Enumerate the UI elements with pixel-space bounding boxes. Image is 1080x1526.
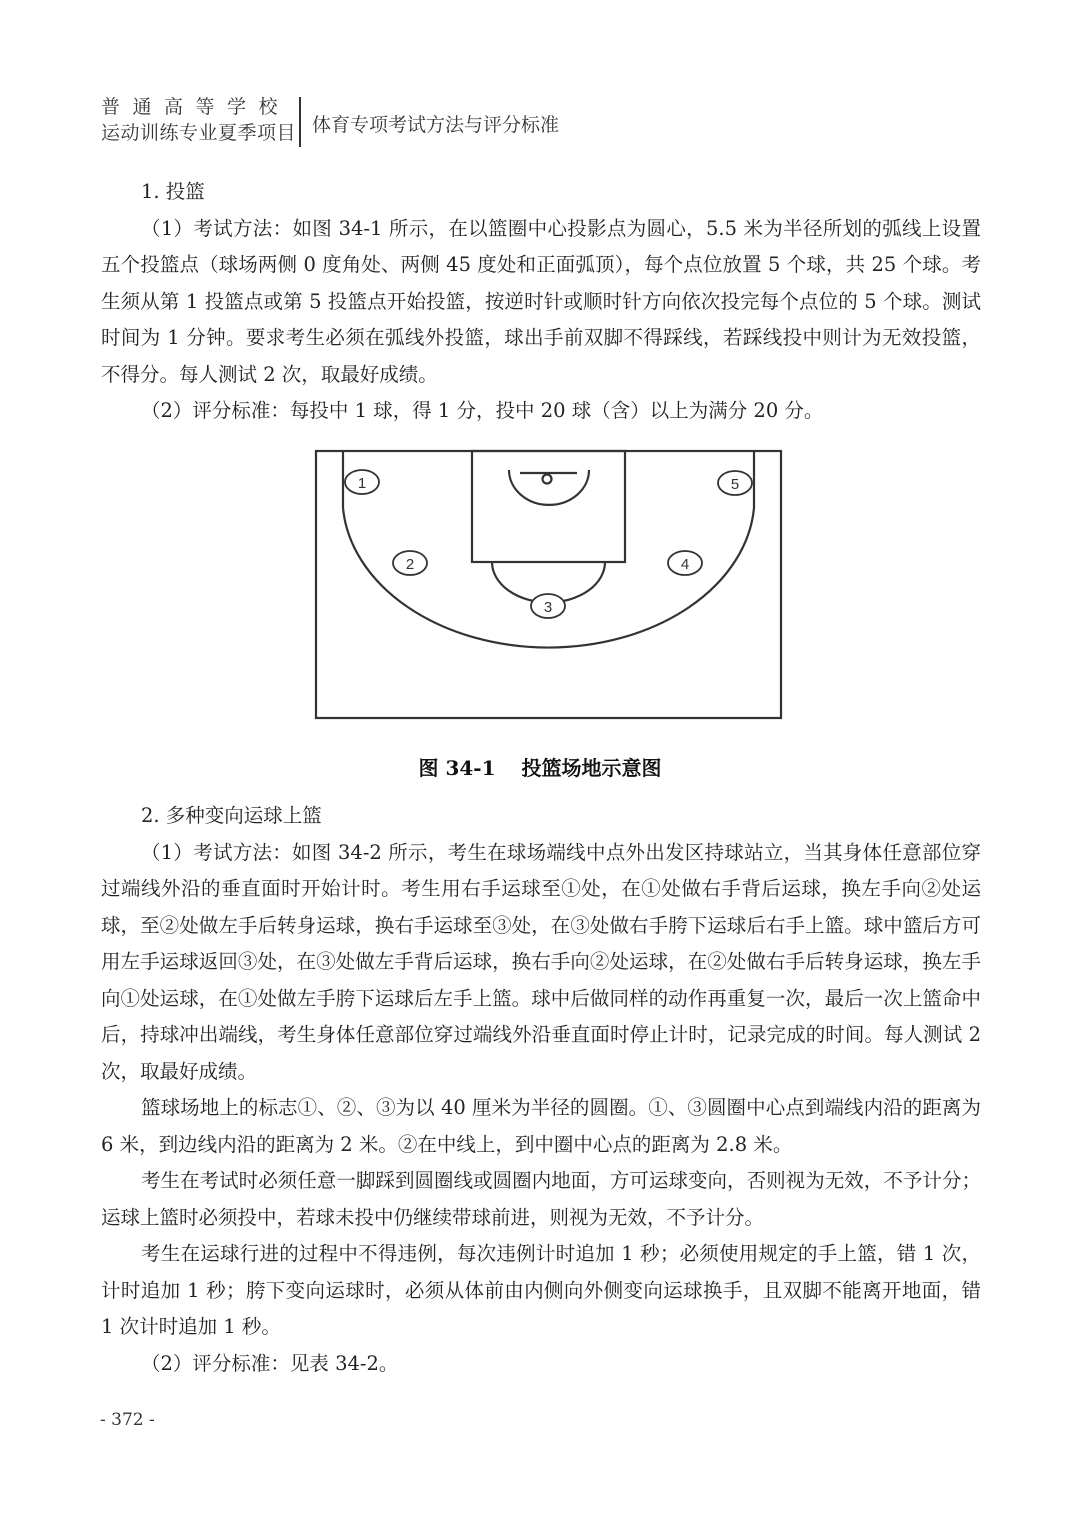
shooting-method-paragraph: （1）考试方法：如图 34-1 所示，在以篮圈中心投影点为圆心，5.5 米为半径所划的弧线上设置五个投篮点（球场两侧 0 度角处、两侧 45 度处和正面弧顶），每个点位放置 5 个球，共 25 个球。考生须从第 1 投篮点或第 5 投篮点开始投篮，按逆时针或顺时针方向依次投完每个点位的 5 个球。测试时间为 1 分钟。要求考生必须在弧线外投篮，球出手前双脚不得踩线，若踩线投中则计为无效投篮，不得分。每人测试 2 次，取最好成绩。 [101, 216, 981, 386]
section-heading-dribble: 2. 多种变向运球上篮 [141, 804, 322, 827]
shooting-court-diagram [312, 448, 784, 722]
section-heading-shooting: 1. 投篮 [141, 180, 205, 203]
header-divider [299, 97, 301, 147]
marker-2-label: 2 [405, 556, 415, 573]
marker-3-label: 3 [543, 599, 553, 616]
section-dribble-layup [101, 798, 981, 1382]
rule-paragraph-1: 考生在考试时必须任意一脚踩到圆圈线或圆圈内地面，方可运球变向，否则视为无效，不予计分；运球上篮时必须投中，若球未投中仍继续带球前进，则视为无效，不予计分。 [101, 1169, 981, 1229]
court-diagram-svg [312, 448, 784, 722]
header-left-block [101, 94, 297, 146]
marker-4-label: 4 [680, 556, 690, 573]
markers-note-paragraph: 篮球场地上的标志①、②、③为以 40 厘米为半径的圆圈。①、③圆圈中心点到端线内沿的距离为 6 米，到边线内沿的距离为 2 米。②在中线上，到中圈中心点的距离为 2.8 米。 [101, 1096, 981, 1156]
rule-paragraph-2: 考生在运球行进的过程中不得违例，每次违例计时追加 1 秒；必须使用规定的手上篮，错 1 次，计时追加 1 秒；胯下变向运球时，必须从体前由内侧向外侧变向运球换手，且双脚不能离开地面，错 1 次计时追加 1 秒。 [101, 1242, 981, 1338]
hoop [543, 475, 552, 484]
section-shooting [101, 174, 981, 430]
marker-1-label: 1 [357, 475, 367, 492]
dribble-method-paragraph: （1）考试方法：如图 34-2 所示，考生在球场端线中点外出发区持球站立，当其身体任意部位穿过端线外沿的垂直面时开始计时。考生用右手运球至①处，在①处做右手背后运球，换左手向②处运球，至②处做左手后转身运球，换右手运球至③处，在③处做右手胯下运球后右手上篮。球中篮后方可用左手运球返回③处，在③处做左手背后运球，换右手向②处运球，在②处做右手后转身运球，换左手向①处运球，在①处做左手胯下运球后左手上篮。球中后做同样的动作再重复一次，最后一次上篮命中后，持球冲出端线，考生身体任意部位穿过端线外沿垂直面时停止计时，记录完成的时间。每人测试 2 次，取最好成绩。 [101, 840, 981, 1083]
header-book-title: 体育专项考试方法与评分标准 [312, 114, 560, 136]
header-school-name: 普通高等学校 [101, 96, 291, 118]
court-boundary [316, 451, 781, 718]
figure-caption [0, 752, 1080, 781]
marker-5-label: 5 [730, 476, 740, 493]
paint-area [472, 451, 625, 562]
page-number: - 372 - [100, 1410, 155, 1430]
dribble-scoring-paragraph: （2）评分标准：见表 34-2。 [141, 1351, 399, 1375]
figure-caption-number: 图 34-1 [418, 756, 496, 780]
shooting-scoring-paragraph: （2）评分标准：每投中 1 球，得 1 分，投中 20 球（含）以上为满分 20 分。 [141, 399, 824, 422]
header-program-name: 运动训练专业夏季项目 [101, 122, 297, 144]
figure-caption-title: 投篮场地示意图 [521, 756, 662, 780]
